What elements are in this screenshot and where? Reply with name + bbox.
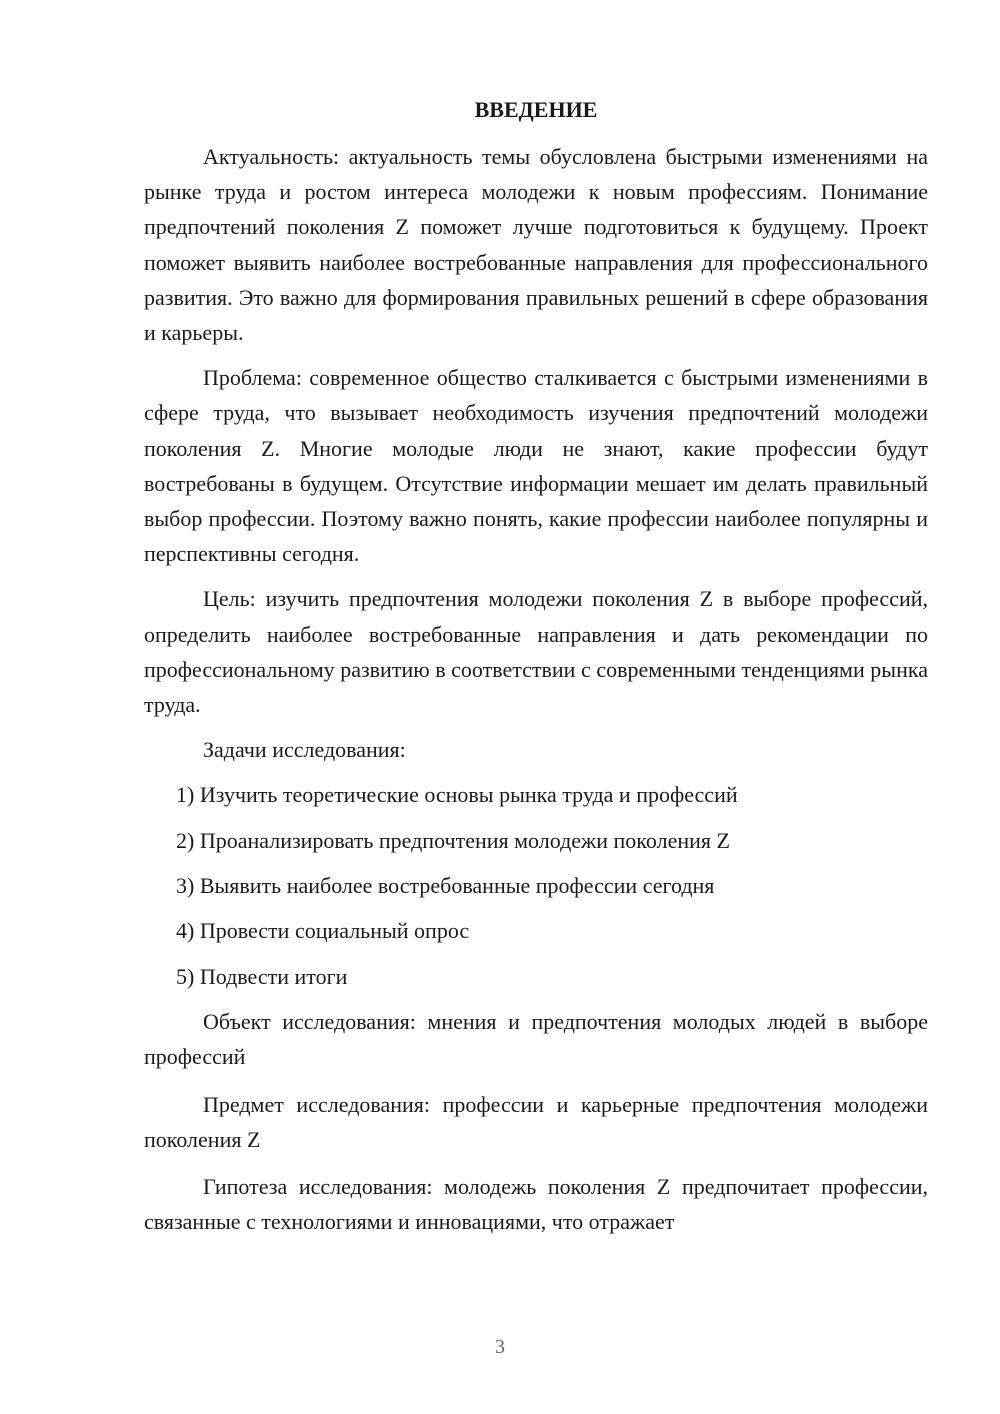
tasks-list	[144, 777, 928, 994]
task-item-4: 4) Провести социальный опрос	[176, 918, 470, 944]
tasks-heading: Задачи исследования:	[203, 737, 406, 763]
paragraph-goal: Цель: изучить предпочтения молодежи поколения Z в выборе профессий, определить наиболее востребованные направления и дать рекомендации по профессиональному развитию в соответствии с современными тенденциями рынка труда.	[144, 586, 928, 718]
task-item-2: 2) Проанализировать предпочтения молодежи поколения Z	[176, 827, 730, 853]
page-content	[144, 92, 928, 1249]
paragraph-hypothesis: Гипотеза исследования: молодежь поколения Z предпочитает профессии, связанные с технологиями и инновациями, что отражает	[144, 1174, 928, 1235]
paragraph-subject: Предмет исследования: профессии и карьерные предпочтения молодежи поколения Z	[144, 1091, 928, 1152]
task-item-1: 1) Изучить теоретические основы рынка труда и профессий	[176, 782, 738, 808]
paragraph-relevance: Актуальность: актуальность темы обусловлена быстрыми изменениями на рынке труда и ростом интереса молодежи к новым профессиям. Понимание предпочтений поколения Z поможет лучше подготовиться к будущему. Проект поможет выявить наиболее востребованные направления для профессионального развития. Это важно для формирования правильных решений в сфере образования и карьеры.	[144, 144, 928, 346]
task-item-3: 3) Выявить наиболее востребованные профессии сегодня	[176, 873, 715, 899]
page-number: 3	[495, 1336, 505, 1358]
paragraph-problem: Проблема: современное общество сталкивается с быстрыми изменениями в сфере труда, что вызывает необходимость изучения предпочтений молодежи поколения Z. Многие молодые люди не знают, какие профессии будут востребованы в будущем. Отсутствие информации мешает им делать правильный выбор профессии. Поэтому важно понять, какие профессии наиболее популярны и перспективны сегодня.	[144, 365, 928, 567]
section-title: ВВЕДЕНИЕ	[474, 97, 598, 122]
paragraph-object: Объект исследования: мнения и предпочтения молодых людей в выборе профессий	[144, 1009, 928, 1070]
task-item-5: 5) Подвести итоги	[176, 963, 348, 989]
